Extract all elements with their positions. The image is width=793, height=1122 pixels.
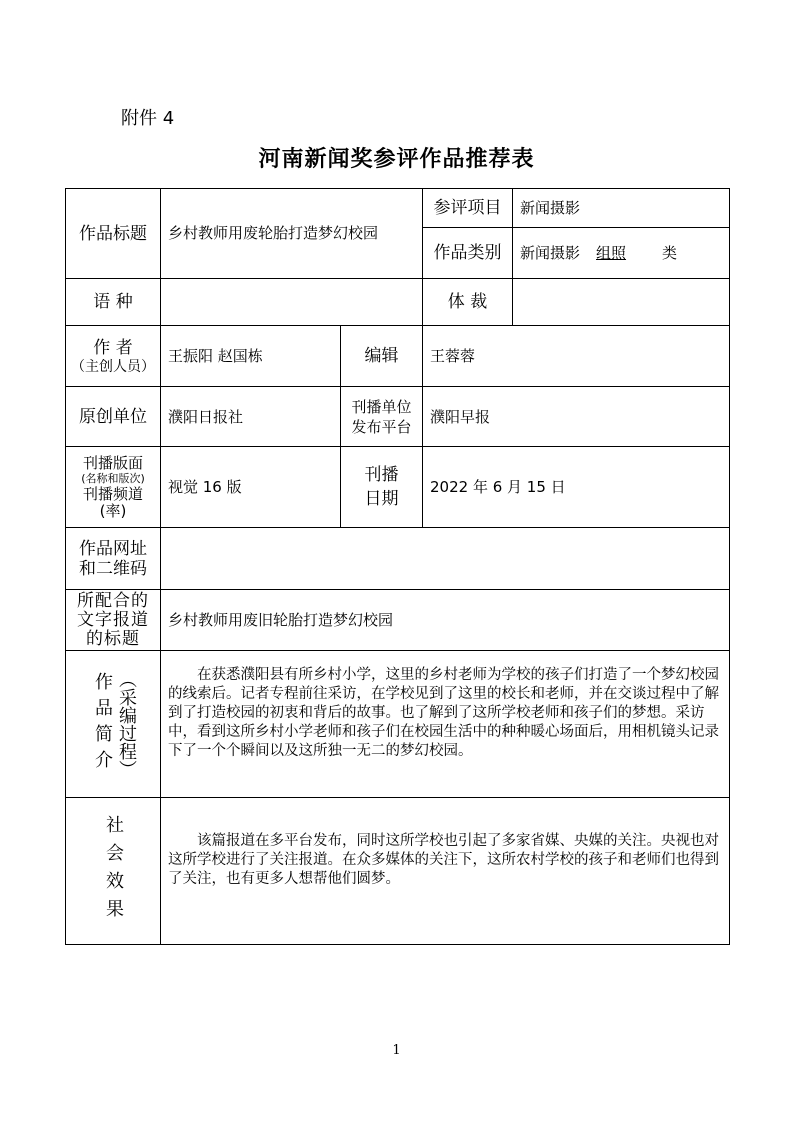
date-value: 2022 年 6 月 15 日: [430, 478, 566, 496]
process-label-sub: （采编过程）: [116, 670, 137, 778]
language-label: 语 种: [93, 292, 133, 312]
edition-label-1: 刊播版面: [82, 453, 143, 472]
publish-unit-label-2: 发布平台: [351, 417, 412, 436]
entry-item-label: 参评项目: [433, 198, 502, 218]
author-sub-label: （主创人员）: [71, 359, 155, 375]
related-label-3: 的标题: [86, 628, 140, 649]
page-title: 河南新闻奖参评作品推荐表: [258, 146, 535, 172]
process-text: 在获悉濮阳县有所乡村小学，这里的乡村老师为学校的孩子们打造了一个梦幻校园的线索后。记者专程前往采访，在学校见到了这里的校长和老师，并在交谈过程中了解到了打造校园的初衷和背后的故事。也了解到了这所学校老师和孩子们的梦想。采访中，看到这所乡村小学老师和孩子们在校园生活中的种种暖心场面后，用相机镜头记录下了一个个瞬间以及这所独一无二的梦幻校园。: [168, 667, 719, 759]
genre-label: 体 裁: [447, 292, 488, 312]
effect-label-cell: [66, 798, 160, 944]
page-number: 1: [392, 1043, 401, 1058]
origin-unit-value: 濮阳日报社: [168, 407, 244, 426]
date-label-1: 刊播: [364, 465, 399, 485]
author-value: 王振阳 赵国栋: [168, 347, 263, 365]
category-label: 作品类别: [433, 243, 502, 263]
category-suffix: 类: [662, 244, 678, 262]
category-value: [513, 228, 729, 278]
editor-value: 王蓉蓉: [430, 347, 476, 365]
url-label-cell: [66, 528, 160, 589]
category-prefix: 新闻摄影: [520, 244, 581, 262]
category-blank: 组照: [596, 244, 627, 262]
work-title-value: 乡村教师用废轮胎打造梦幻校园: [168, 223, 379, 242]
publish-unit-label-1: 刊播单位: [351, 397, 412, 416]
edition-label-cell: [66, 447, 160, 527]
origin-unit-label: 原创单位: [79, 406, 147, 427]
publish-unit-label-cell: [341, 387, 422, 446]
edition-label-2: (名称和版次): [81, 471, 145, 485]
related-label-cell: [66, 590, 160, 650]
date-label-2: 日期: [364, 489, 399, 509]
effect-text: 该篇报道在多平台发布，同时这所学校也引起了多家省媒、央媒的关注。央视也对这所学校进行了关注报道。在众多媒体的关注下，这所农村学校的孩子和老师们也得到了关注，也有更多人想帮他们圆梦。: [168, 833, 719, 887]
related-label-2: 文字报道: [77, 609, 149, 630]
entry-item-value: 新闻摄影: [520, 199, 581, 217]
related-label-1: 所配合的: [77, 590, 149, 611]
effect-label: 社会效果: [103, 815, 124, 927]
attachment-label: 附件 4: [121, 108, 175, 129]
related-value: 乡村教师用废旧轮胎打造梦幻校园: [168, 611, 394, 629]
edition-label-3: 刊播频道: [82, 484, 143, 503]
genre-value: [513, 279, 729, 325]
author-label-cell: [66, 326, 160, 386]
editor-label: 编辑: [364, 346, 399, 366]
url-label-2: 和二维码: [79, 558, 147, 579]
date-label-cell: [341, 447, 422, 527]
edition-label-4: (率): [99, 501, 127, 520]
work-title-label: 作品标题: [79, 223, 147, 244]
process-label-main: 作品简介: [92, 672, 113, 776]
url-value: [161, 528, 729, 589]
language-value: [161, 279, 422, 325]
edition-value: 视觉 16 版: [168, 478, 242, 496]
process-label-cell: [66, 651, 160, 797]
author-label: 作 者: [93, 338, 133, 358]
publish-unit-value: 濮阳早报: [430, 407, 491, 426]
url-label-1: 作品网址: [79, 538, 147, 559]
